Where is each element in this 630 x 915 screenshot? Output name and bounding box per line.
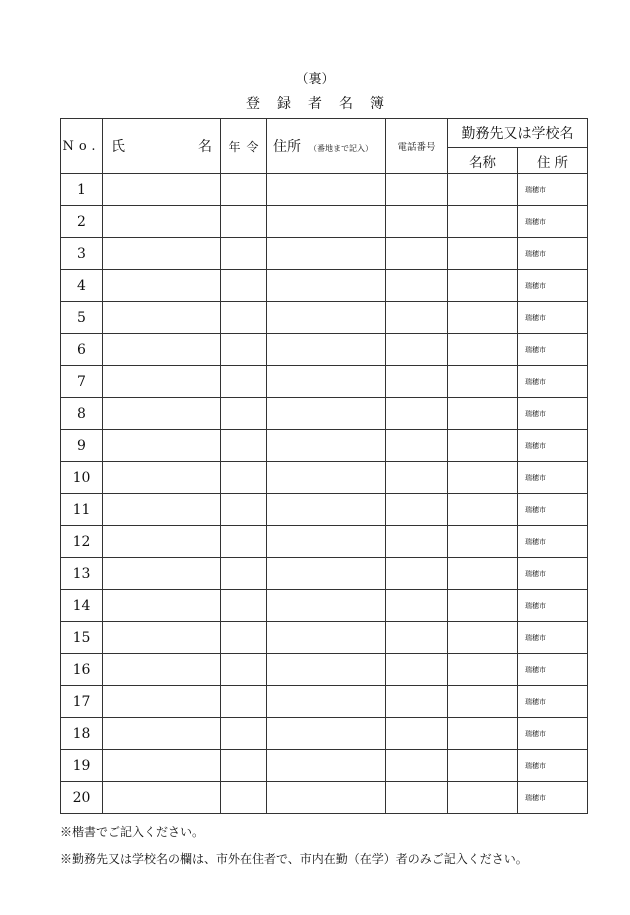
age-cell[interactable] xyxy=(221,654,267,686)
address-cell[interactable] xyxy=(267,622,386,654)
age-cell[interactable] xyxy=(221,462,267,494)
name-cell[interactable] xyxy=(103,206,221,238)
note-line: ※楷書でご記入ください。 xyxy=(60,825,205,839)
table-row xyxy=(61,494,588,526)
workplace-name-cell[interactable] xyxy=(448,590,518,622)
registrant-table xyxy=(60,118,588,814)
workplace-name-cell[interactable] xyxy=(448,622,518,654)
workplace-address-cell: 瑞穂市 xyxy=(518,718,588,750)
address-header-note: （番地まで記入） xyxy=(309,144,373,153)
age-cell[interactable] xyxy=(221,558,267,590)
name-cell[interactable] xyxy=(103,430,221,462)
workplace-address-cell: 瑞穂市 xyxy=(518,206,588,238)
note-line: ※勤務先又は学校名の欄は、市外在住者で、市内在勤（在学）者のみご記入ください。 xyxy=(60,852,528,866)
address-cell[interactable] xyxy=(267,334,386,366)
workplace-name-cell[interactable] xyxy=(448,686,518,718)
phone-cell[interactable] xyxy=(386,558,448,590)
name-header-right: 名 xyxy=(198,139,212,155)
workplace-address-cell: 瑞穂市 xyxy=(518,590,588,622)
name-cell[interactable] xyxy=(103,366,221,398)
registrant-rows xyxy=(61,174,588,814)
name-cell[interactable] xyxy=(103,558,221,590)
age-cell[interactable] xyxy=(221,750,267,782)
address-cell[interactable] xyxy=(267,686,386,718)
table-row xyxy=(61,174,588,206)
name-cell[interactable] xyxy=(103,174,221,206)
phone-cell[interactable] xyxy=(386,430,448,462)
phone-cell[interactable] xyxy=(386,462,448,494)
row-number: 14 xyxy=(61,590,103,622)
workplace-name-cell[interactable] xyxy=(448,334,518,366)
address-cell[interactable] xyxy=(267,558,386,590)
row-number: 4 xyxy=(61,270,103,302)
workplace-name-cell[interactable] xyxy=(448,494,518,526)
workplace-address-cell: 瑞穂市 xyxy=(518,558,588,590)
phone-cell[interactable] xyxy=(386,206,448,238)
name-cell[interactable] xyxy=(103,270,221,302)
phone-cell[interactable] xyxy=(386,302,448,334)
name-header-left: 氏 xyxy=(111,139,125,155)
row-number: 9 xyxy=(61,430,103,462)
address-cell[interactable] xyxy=(267,270,386,302)
table-row xyxy=(61,430,588,462)
column-header-workplace: 勤務先又は学校名 xyxy=(448,119,588,148)
workplace-address-cell: 瑞穂市 xyxy=(518,750,588,782)
column-header-phone: 電話番号 xyxy=(386,119,448,174)
age-cell[interactable] xyxy=(221,302,267,334)
age-cell[interactable] xyxy=(221,718,267,750)
workplace-address-cell: 瑞穂市 xyxy=(518,270,588,302)
phone-cell[interactable] xyxy=(386,686,448,718)
address-cell[interactable] xyxy=(267,590,386,622)
phone-cell[interactable] xyxy=(386,718,448,750)
phone-cell[interactable] xyxy=(386,270,448,302)
row-number: 2 xyxy=(61,206,103,238)
address-cell[interactable] xyxy=(267,430,386,462)
address-cell[interactable] xyxy=(267,494,386,526)
phone-cell[interactable] xyxy=(386,398,448,430)
row-number: 3 xyxy=(61,238,103,270)
workplace-address-cell: 瑞穂市 xyxy=(518,494,588,526)
workplace-name-cell[interactable] xyxy=(448,526,518,558)
age-cell[interactable] xyxy=(221,526,267,558)
phone-cell[interactable] xyxy=(386,590,448,622)
column-header-age: 年令 xyxy=(221,119,267,174)
name-cell[interactable] xyxy=(103,718,221,750)
table-row xyxy=(61,334,588,366)
row-number: 15 xyxy=(61,622,103,654)
age-cell[interactable] xyxy=(221,334,267,366)
phone-cell[interactable] xyxy=(386,782,448,814)
address-cell[interactable] xyxy=(267,238,386,270)
age-cell[interactable] xyxy=(221,686,267,718)
table-row xyxy=(61,270,588,302)
address-cell[interactable] xyxy=(267,526,386,558)
name-cell[interactable] xyxy=(103,622,221,654)
phone-cell[interactable] xyxy=(386,174,448,206)
row-number: 6 xyxy=(61,334,103,366)
phone-cell[interactable] xyxy=(386,526,448,558)
address-cell[interactable] xyxy=(267,462,386,494)
address-cell[interactable] xyxy=(267,206,386,238)
row-number: 17 xyxy=(61,686,103,718)
workplace-name-cell[interactable] xyxy=(448,302,518,334)
workplace-name-cell[interactable] xyxy=(448,174,518,206)
workplace-name-cell[interactable] xyxy=(448,462,518,494)
name-cell[interactable] xyxy=(103,238,221,270)
age-cell[interactable] xyxy=(221,430,267,462)
address-cell[interactable] xyxy=(267,654,386,686)
workplace-address-cell: 瑞穂市 xyxy=(518,526,588,558)
name-cell[interactable] xyxy=(103,462,221,494)
address-header-label: 住所 xyxy=(273,139,301,155)
page-subtitle: （裏） xyxy=(295,72,335,87)
phone-cell[interactable] xyxy=(386,366,448,398)
row-number: 20 xyxy=(61,782,103,814)
table-row xyxy=(61,366,588,398)
row-number: 12 xyxy=(61,526,103,558)
name-cell[interactable] xyxy=(103,494,221,526)
workplace-name-cell[interactable] xyxy=(448,654,518,686)
name-cell[interactable] xyxy=(103,654,221,686)
phone-cell[interactable] xyxy=(386,622,448,654)
table-row xyxy=(61,462,588,494)
row-number: 19 xyxy=(61,750,103,782)
age-cell[interactable] xyxy=(221,494,267,526)
table-row xyxy=(61,654,588,686)
table-row xyxy=(61,398,588,430)
workplace-address-cell: 瑞穂市 xyxy=(518,366,588,398)
age-cell[interactable] xyxy=(221,366,267,398)
row-number: 18 xyxy=(61,718,103,750)
workplace-name-cell[interactable] xyxy=(448,366,518,398)
address-cell[interactable] xyxy=(267,174,386,206)
column-header-workplace-name: 名称 xyxy=(448,148,518,174)
table-row xyxy=(61,302,588,334)
notes xyxy=(60,819,528,873)
workplace-address-cell: 瑞穂市 xyxy=(518,686,588,718)
row-number: 5 xyxy=(61,302,103,334)
workplace-name-cell[interactable] xyxy=(448,430,518,462)
table-row xyxy=(61,526,588,558)
table-row xyxy=(61,206,588,238)
table-row xyxy=(61,622,588,654)
phone-cell[interactable] xyxy=(386,654,448,686)
workplace-name-cell[interactable] xyxy=(448,398,518,430)
row-number: 16 xyxy=(61,654,103,686)
workplace-address-cell: 瑞穂市 xyxy=(518,430,588,462)
name-cell[interactable] xyxy=(103,590,221,622)
workplace-name-cell[interactable] xyxy=(448,718,518,750)
age-cell[interactable] xyxy=(221,398,267,430)
phone-cell[interactable] xyxy=(386,750,448,782)
workplace-name-cell[interactable] xyxy=(448,206,518,238)
name-cell[interactable] xyxy=(103,334,221,366)
workplace-address-cell: 瑞穂市 xyxy=(518,302,588,334)
address-cell[interactable] xyxy=(267,718,386,750)
workplace-name-cell[interactable] xyxy=(448,782,518,814)
name-cell[interactable] xyxy=(103,398,221,430)
column-header-workplace-address: 住所 xyxy=(518,148,588,174)
table-row xyxy=(61,590,588,622)
workplace-address-cell: 瑞穂市 xyxy=(518,238,588,270)
page-title: 登録者名簿 xyxy=(246,96,401,112)
column-header-name xyxy=(103,119,221,174)
column-header-address xyxy=(267,119,386,174)
name-cell[interactable] xyxy=(103,686,221,718)
phone-cell[interactable] xyxy=(386,494,448,526)
age-cell[interactable] xyxy=(221,270,267,302)
workplace-address-cell: 瑞穂市 xyxy=(518,654,588,686)
address-cell[interactable] xyxy=(267,366,386,398)
workplace-name-cell[interactable] xyxy=(448,238,518,270)
table-row xyxy=(61,686,588,718)
workplace-address-cell: 瑞穂市 xyxy=(518,462,588,494)
age-cell[interactable] xyxy=(221,238,267,270)
row-number: 8 xyxy=(61,398,103,430)
name-cell[interactable] xyxy=(103,526,221,558)
age-cell[interactable] xyxy=(221,206,267,238)
row-number: 10 xyxy=(61,462,103,494)
phone-cell[interactable] xyxy=(386,334,448,366)
row-number: 13 xyxy=(61,558,103,590)
workplace-name-cell[interactable] xyxy=(448,558,518,590)
address-cell[interactable] xyxy=(267,750,386,782)
name-cell[interactable] xyxy=(103,302,221,334)
workplace-address-cell: 瑞穂市 xyxy=(518,398,588,430)
address-cell[interactable] xyxy=(267,782,386,814)
workplace-address-cell: 瑞穂市 xyxy=(518,622,588,654)
age-cell[interactable] xyxy=(221,622,267,654)
age-cell[interactable] xyxy=(221,174,267,206)
address-cell[interactable] xyxy=(267,398,386,430)
workplace-name-cell[interactable] xyxy=(448,750,518,782)
row-number: 1 xyxy=(61,174,103,206)
workplace-name-cell[interactable] xyxy=(448,270,518,302)
name-cell[interactable] xyxy=(103,782,221,814)
table-row xyxy=(61,718,588,750)
name-cell[interactable] xyxy=(103,750,221,782)
row-number: 7 xyxy=(61,366,103,398)
workplace-address-cell: 瑞穂市 xyxy=(518,174,588,206)
table-row xyxy=(61,750,588,782)
table-row xyxy=(61,782,588,814)
table-row xyxy=(61,558,588,590)
table-row xyxy=(61,238,588,270)
column-header-no: No. xyxy=(61,119,103,174)
phone-cell[interactable] xyxy=(386,238,448,270)
age-cell[interactable] xyxy=(221,590,267,622)
row-number: 11 xyxy=(61,494,103,526)
workplace-address-cell: 瑞穂市 xyxy=(518,334,588,366)
age-cell[interactable] xyxy=(221,782,267,814)
workplace-address-cell: 瑞穂市 xyxy=(518,782,588,814)
address-cell[interactable] xyxy=(267,302,386,334)
